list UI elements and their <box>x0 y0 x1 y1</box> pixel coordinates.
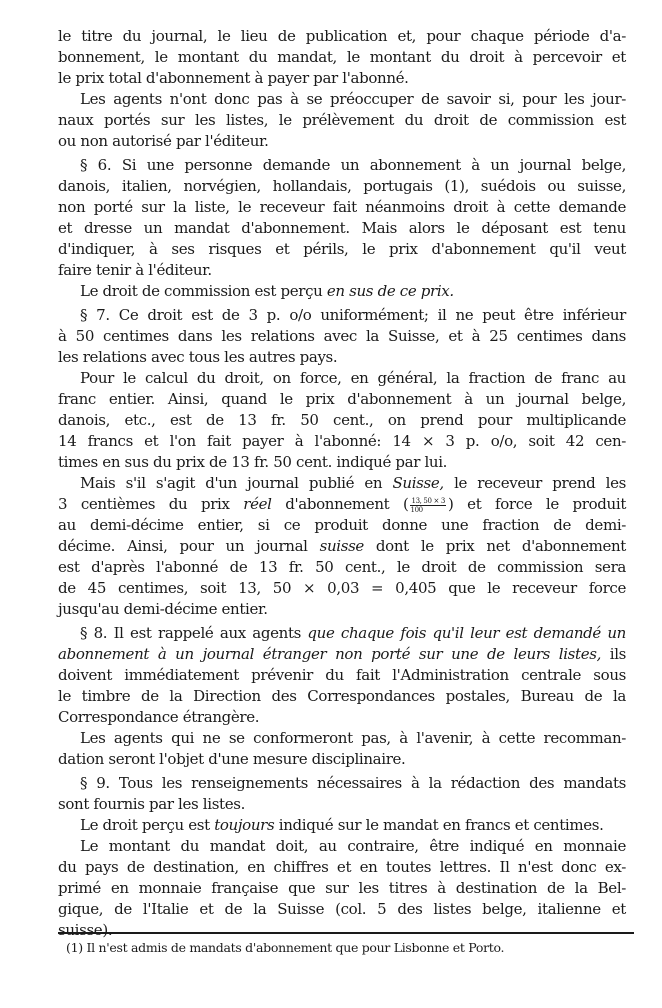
text-line: Mais s'il s'agit d'un journal publié en Suisse, le receveur prend les <box>80 474 626 492</box>
section-8 <box>58 623 626 728</box>
italic-text: toujours <box>214 816 275 834</box>
text-line: jusqu'au demi-décime entier. <box>58 600 268 618</box>
text-line: le timbre de la Direction des Correspondances postales, Bureau de la <box>58 687 626 705</box>
text-line: décime. Ainsi, pour un journal suisse dont le prix net d'abonnement <box>58 537 626 555</box>
paragraph-continuation <box>58 26 626 89</box>
paragraph-journal-suisse <box>58 473 626 620</box>
text-line: abonnement à un journal étranger non porté sur une de leurs listes, ils <box>58 645 626 663</box>
text-line: le prix total d'abonnement à payer par l'abonné. <box>58 69 409 87</box>
paragraph-montant-mandat <box>58 836 626 941</box>
italic-text: Suisse, <box>392 474 444 492</box>
fraction-numerator: 13, 50 × 3 <box>411 496 446 505</box>
italic-text: réel <box>243 495 272 513</box>
footnote: (1) Il n'est admis de mandats d'abonnement que pour Lisbonne et Porto. <box>66 940 505 955</box>
text-line: de 45 centimes, soit 13, 50 × 0,03 = 0,405 que le receveur force <box>58 579 626 597</box>
text-line: § 8. Il est rappelé aux agents que chaque fois qu'il leur est demandé un <box>80 624 626 642</box>
page-body <box>58 26 626 941</box>
text-line: et dresse un mandat d'abonnement. Mais alors le déposant est tenu <box>58 219 626 237</box>
text-line: du pays de destination, en chiffres et en toutes lettres. Il n'est donc ex- <box>58 858 626 876</box>
paragraph-droit-percu <box>58 815 626 836</box>
text-line: Les agents n'ont donc pas à se préoccuper de savoir si, pour les jour- <box>80 90 626 108</box>
footnote-divider <box>58 932 634 934</box>
paragraph-agents-commission <box>58 89 626 152</box>
text-line: franc entier. Ainsi, quand le prix d'abonnement à un journal belge, <box>58 390 626 408</box>
text-line: d'indiquer, à ses risques et périls, le prix d'abonnement qu'il veut <box>58 240 626 258</box>
paragraph-commission-en-sus <box>58 281 626 302</box>
text-line: Pour le calcul du droit, on force, en général, la fraction de franc au <box>80 369 626 387</box>
text-line: Le montant du mandat doit, au contraire, être indiqué en monnaie <box>80 837 626 855</box>
text-line: 3 centièmes du prix réel d'abonnement ( $\frac{13, 50 \times 3}{100}$ ) et force le produit <box>58 495 626 514</box>
italic-text: suisse <box>319 537 364 555</box>
text-line: dation seront l'objet d'une mesure disciplinaire. <box>58 750 406 768</box>
text-line: gique, de l'Italie et de la Suisse (col. 5 des listes belge, italienne et <box>58 900 626 918</box>
text-line: Le droit de commission est perçu en sus de ce prix. <box>80 282 454 300</box>
text-line: Les agents qui ne se conformeront pas, à l'avenir, à cette recomman- <box>80 729 626 747</box>
text-line: § 9. Tous les renseignements nécessaires à la rédaction des mandats <box>80 774 626 792</box>
text-line: sont fournis par les listes. <box>58 795 246 813</box>
text-line: primé en monnaie française que sur les titres à destination de la Bel- <box>58 879 626 897</box>
text-line: Le droit perçu est toujours indiqué sur le mandat en francs et centimes. <box>80 816 604 834</box>
text-line: § 6. Si une personne demande un abonnement à un journal belge, <box>80 156 626 174</box>
paragraph-recommandation <box>58 728 626 770</box>
text-line: times en sus du prix de 13 fr. 50 cent. indiqué par lui. <box>58 453 448 471</box>
italic-text: abonnement à un journal étranger non porté sur une de leurs listes, <box>58 645 601 663</box>
text-line: bonnement, le montant du mandat, le montant du droit à percevoir et <box>58 48 626 66</box>
text-line: naux portés sur les listes, le prélèvement du droit de commission est <box>58 111 626 129</box>
text-line: danois, etc., est de 13 fr. 50 cent., on prend pour multiplicande <box>58 411 626 429</box>
text-line: au demi-décime entier, si ce produit donne une fraction de demi- <box>58 516 626 534</box>
text-line: Correspondance étrangère. <box>58 708 260 726</box>
text-line: à 50 centimes dans les relations avec la Suisse, et à 25 centimes dans <box>58 327 626 345</box>
italic-text: en sus de ce prix. <box>326 282 454 300</box>
text-line: est d'après l'abonné de 13 fr. 50 cent., le droit de commission sera <box>58 558 626 576</box>
fraction <box>410 497 446 514</box>
fraction-denominator: 100 <box>410 505 423 514</box>
text-line: non porté sur la liste, le receveur fait néanmoins droit à cette demande <box>58 198 626 216</box>
section-6 <box>58 155 626 281</box>
section-7 <box>58 305 626 368</box>
italic-text: que chaque fois qu'il leur est demandé un <box>307 624 626 642</box>
text-line: danois, italien, norvégien, hollandais, portugais (1), suédois ou suisse, <box>58 177 626 195</box>
text-line: les relations avec tous les autres pays. <box>58 348 338 366</box>
text-line: § 7. Ce droit est de 3 p. o/o uniformément; il ne peut être inférieur <box>80 306 626 324</box>
text-line: ou non autorisé par l'éditeur. <box>58 132 269 150</box>
section-9 <box>58 773 626 815</box>
text-line: le titre du journal, le lieu de publication et, pour chaque période d'a- <box>58 27 626 45</box>
text-line: faire tenir à l'éditeur. <box>58 261 212 279</box>
text-line: 14 francs et l'on fait payer à l'abonné: 14 × 3 p. o/o, soit 42 cen- <box>58 432 626 450</box>
text-line: suisse). <box>58 921 113 939</box>
paragraph-calcul-droit <box>58 368 626 473</box>
text-line: doivent immédiatement prévenir du fait l'Administration centrale sous <box>58 666 626 684</box>
